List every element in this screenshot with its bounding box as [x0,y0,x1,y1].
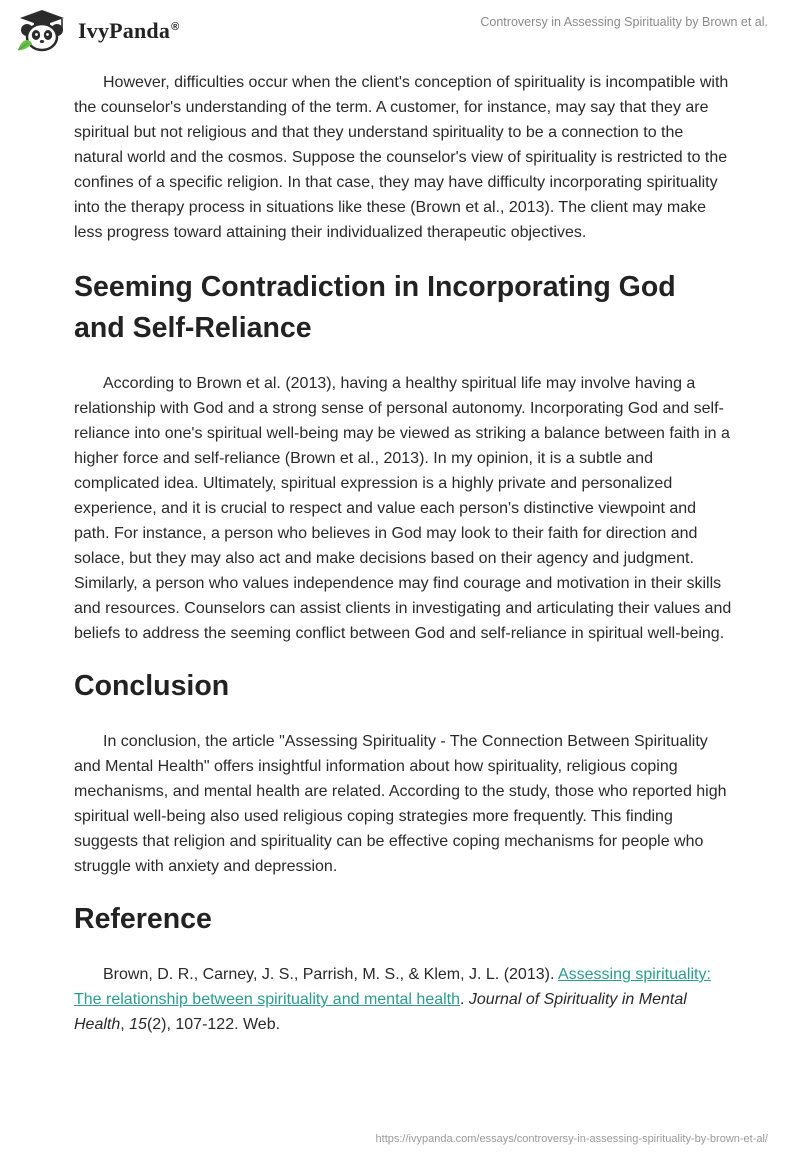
body-paragraph: In conclusion, the article "Assessing Spirituality - The Connection Between Spirituality and Mental Health" offers insightful information about how spirituality, religious coping mechanisms, and mental health are related. According to the study, those who reported high spiritual well-being also used religious coping strategies more frequently. This finding suggests that religion and spirituality can be effective coping mechanisms for people who struggle with anxiety and depression. [74,733,727,875]
reference-issue-pages: (2), 107-122. Web. [146,1016,281,1033]
registered-mark: ® [171,20,180,33]
page-header [0,0,800,64]
section-heading-conclusion: Conclusion [74,670,230,702]
reference-article-link[interactable]: Assessing spirituality: The relationship between spirituality and mental health [74,966,711,1008]
body-paragraph: However, difficulties occur when the client's conception of spirituality is incompatible with the counselor's understanding of the term. A customer, for instance, may say that they are spiritual but not religious and that they understand spirituality to be a connection to the natural world and the cosmos. Suppose the counselor's view of spirituality is restricted to the confines of a specific religion. In that case, they may have difficulty incorporating spirituality into the therapy process in situations like these (Brown et al., 2013). The client may make less progress toward attaining their individualized therapeutic objectives. [74,74,729,241]
panda-graduate-icon [14,8,70,54]
section-heading-reference: Reference [74,903,212,935]
reference-authors: Brown, D. R., Carney, J. S., Parrish, M. S., & Klem, J. L. (2013). [103,966,558,983]
ivypanda-logo[interactable] [14,8,179,54]
reference-entry [74,962,734,1037]
reference-comma: , [120,1016,130,1033]
body-paragraph: According to Brown et al. (2013), having a healthy spiritual life may involve having a relationship with God and a strong sense of personal autonomy. Incorporating God and self-reliance into one's spiritual well-being may be viewed as striking a balance between faith in a higher force and self-reliance (Brown et al., 2013). In my opinion, it is a subtle and complicated idea. Ultimately, spiritual expression is a highly private and personalized experience, and it is crucial to respect and value each person's distinctive viewpoint and path. For instance, a person who believes in God may look to their faith for direction and solace, but they may also act and make decisions based on their agency and judgment. Similarly, a person who values independence may find courage and motivation in their skills and resources. Counselors can assist clients in investigating and articulating their values and beliefs to address the seeming conflict between God and self-reliance in spiritual well-being. [74,375,732,642]
reference-separator: . [460,991,469,1008]
running-title: Controversy in Assessing Spirituality by Brown et al. [480,15,768,29]
reference-volume: 15 [129,1016,147,1033]
section-heading-seeming-contradiction: Seeming Contradiction in Incorporating God and Self-Reliance [74,271,676,344]
essay-body [74,70,734,1037]
brand-name: IvyPanda® [78,18,180,43]
footer-source-url[interactable]: https://ivypanda.com/essays/controversy-in-assessing-spirituality-by-brown-et-al/ [375,1133,768,1145]
reference-journal: Journal of Spirituality in Mental Health [74,991,687,1033]
